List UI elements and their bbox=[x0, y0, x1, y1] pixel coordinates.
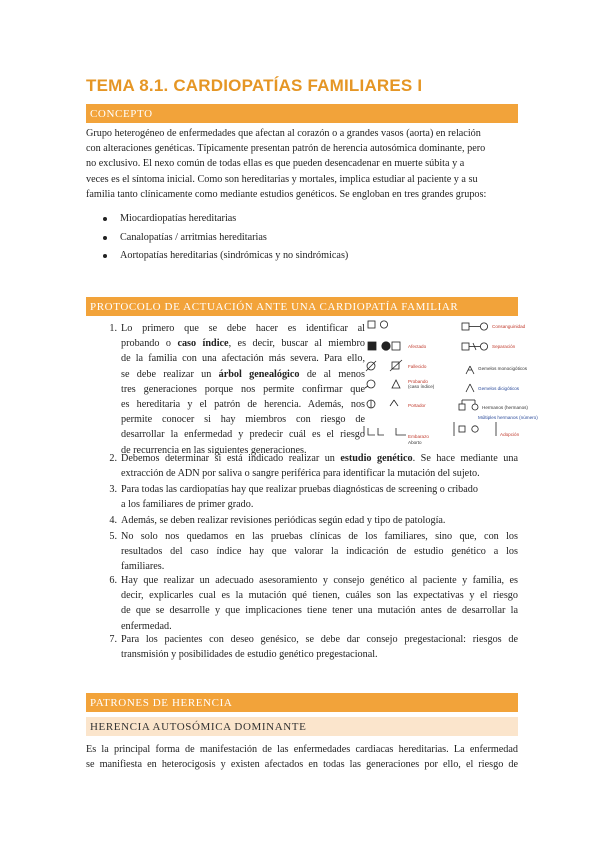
text-line: Es la principal forma de manifestación de las enfermedades cardiacas hereditarias. La enfermedad bbox=[86, 744, 518, 755]
legend-hermanos: Hermanos (hermanos) bbox=[482, 405, 528, 410]
list-item: Miocardiopatías hereditarias bbox=[86, 213, 506, 232]
legend-afectado: Afectado bbox=[408, 344, 427, 349]
section-header-patrones: PATRONES DE HERENCIA bbox=[86, 693, 518, 712]
pedigree-symbols-figure bbox=[366, 318, 538, 446]
text-line: Grupo heterogéneo de enfermedades que afectan al corazón o a grandes vasos (aorta) en relación bbox=[86, 128, 481, 139]
legend-fallecido: Fallecido bbox=[408, 364, 427, 369]
legend-multiples-hermanos: Múltiples hermanos (número) bbox=[478, 415, 538, 420]
bullet-icon bbox=[103, 236, 107, 240]
legend-aborto: Aborto bbox=[408, 440, 422, 445]
text-line: con alteraciones genéticas. Típicamente presentan patrón de herencia autosómica dominante, pero bbox=[86, 143, 486, 155]
text-line: veces es el síntoma inicial. Como son hereditarias y mortales, implica estudiar al paciente y a su bbox=[86, 173, 478, 185]
legend-gemelos-mono: Gemelos monocigóticos bbox=[478, 366, 528, 371]
legend-probando: Probando bbox=[408, 379, 428, 384]
patrones-paragraph bbox=[86, 742, 518, 772]
list-item: Canalopatías / arritmias hereditarias bbox=[86, 232, 506, 251]
text-line: se manifiesta en heterocigosis y existen afectados en todas las generaciones por ello, el riesgo de bbox=[86, 759, 518, 771]
legend-embarazo: Embarazo bbox=[408, 434, 429, 439]
legend-adopcion: Adopción bbox=[500, 432, 520, 437]
concepto-paragraph bbox=[86, 126, 518, 202]
section-header-concepto: CONCEPTO bbox=[86, 104, 518, 123]
list-item: Aortopatías hereditarias (sindrómicas y no sindrómicas) bbox=[86, 250, 506, 269]
text-line: no exclusivo. El nexo común de todas ellas es que pueden desencadenar en muerte súbita y a bbox=[86, 158, 465, 170]
text-line: familia tanto clínicamente como mediante estudios genéticos. Se engloban en tres grandes grupos: bbox=[86, 188, 487, 200]
section-header-protocolo: PROTOCOLO DE ACTUACIÓN ANTE UNA CARDIOPATÍA FAMILIAR bbox=[86, 297, 518, 316]
subsection-header-autosomica-dominante: HERENCIA AUTOSÓMICA DOMINANTE bbox=[86, 717, 518, 736]
legend-gemelos-di: Gemelos dicigóticos bbox=[478, 386, 520, 391]
bullet-icon bbox=[103, 254, 107, 258]
page-title: TEMA 8.1. CARDIOPATÍAS FAMILIARES I bbox=[86, 76, 423, 95]
groups-bullet-list bbox=[86, 213, 506, 269]
legend-separacion: Separación bbox=[492, 344, 516, 349]
legend-probando-sub: (caso índice) bbox=[408, 384, 435, 389]
bullet-icon bbox=[103, 217, 107, 221]
legend-consanguinidad: Consanguinidad bbox=[492, 324, 526, 329]
legend-portador: Portador bbox=[408, 403, 426, 408]
